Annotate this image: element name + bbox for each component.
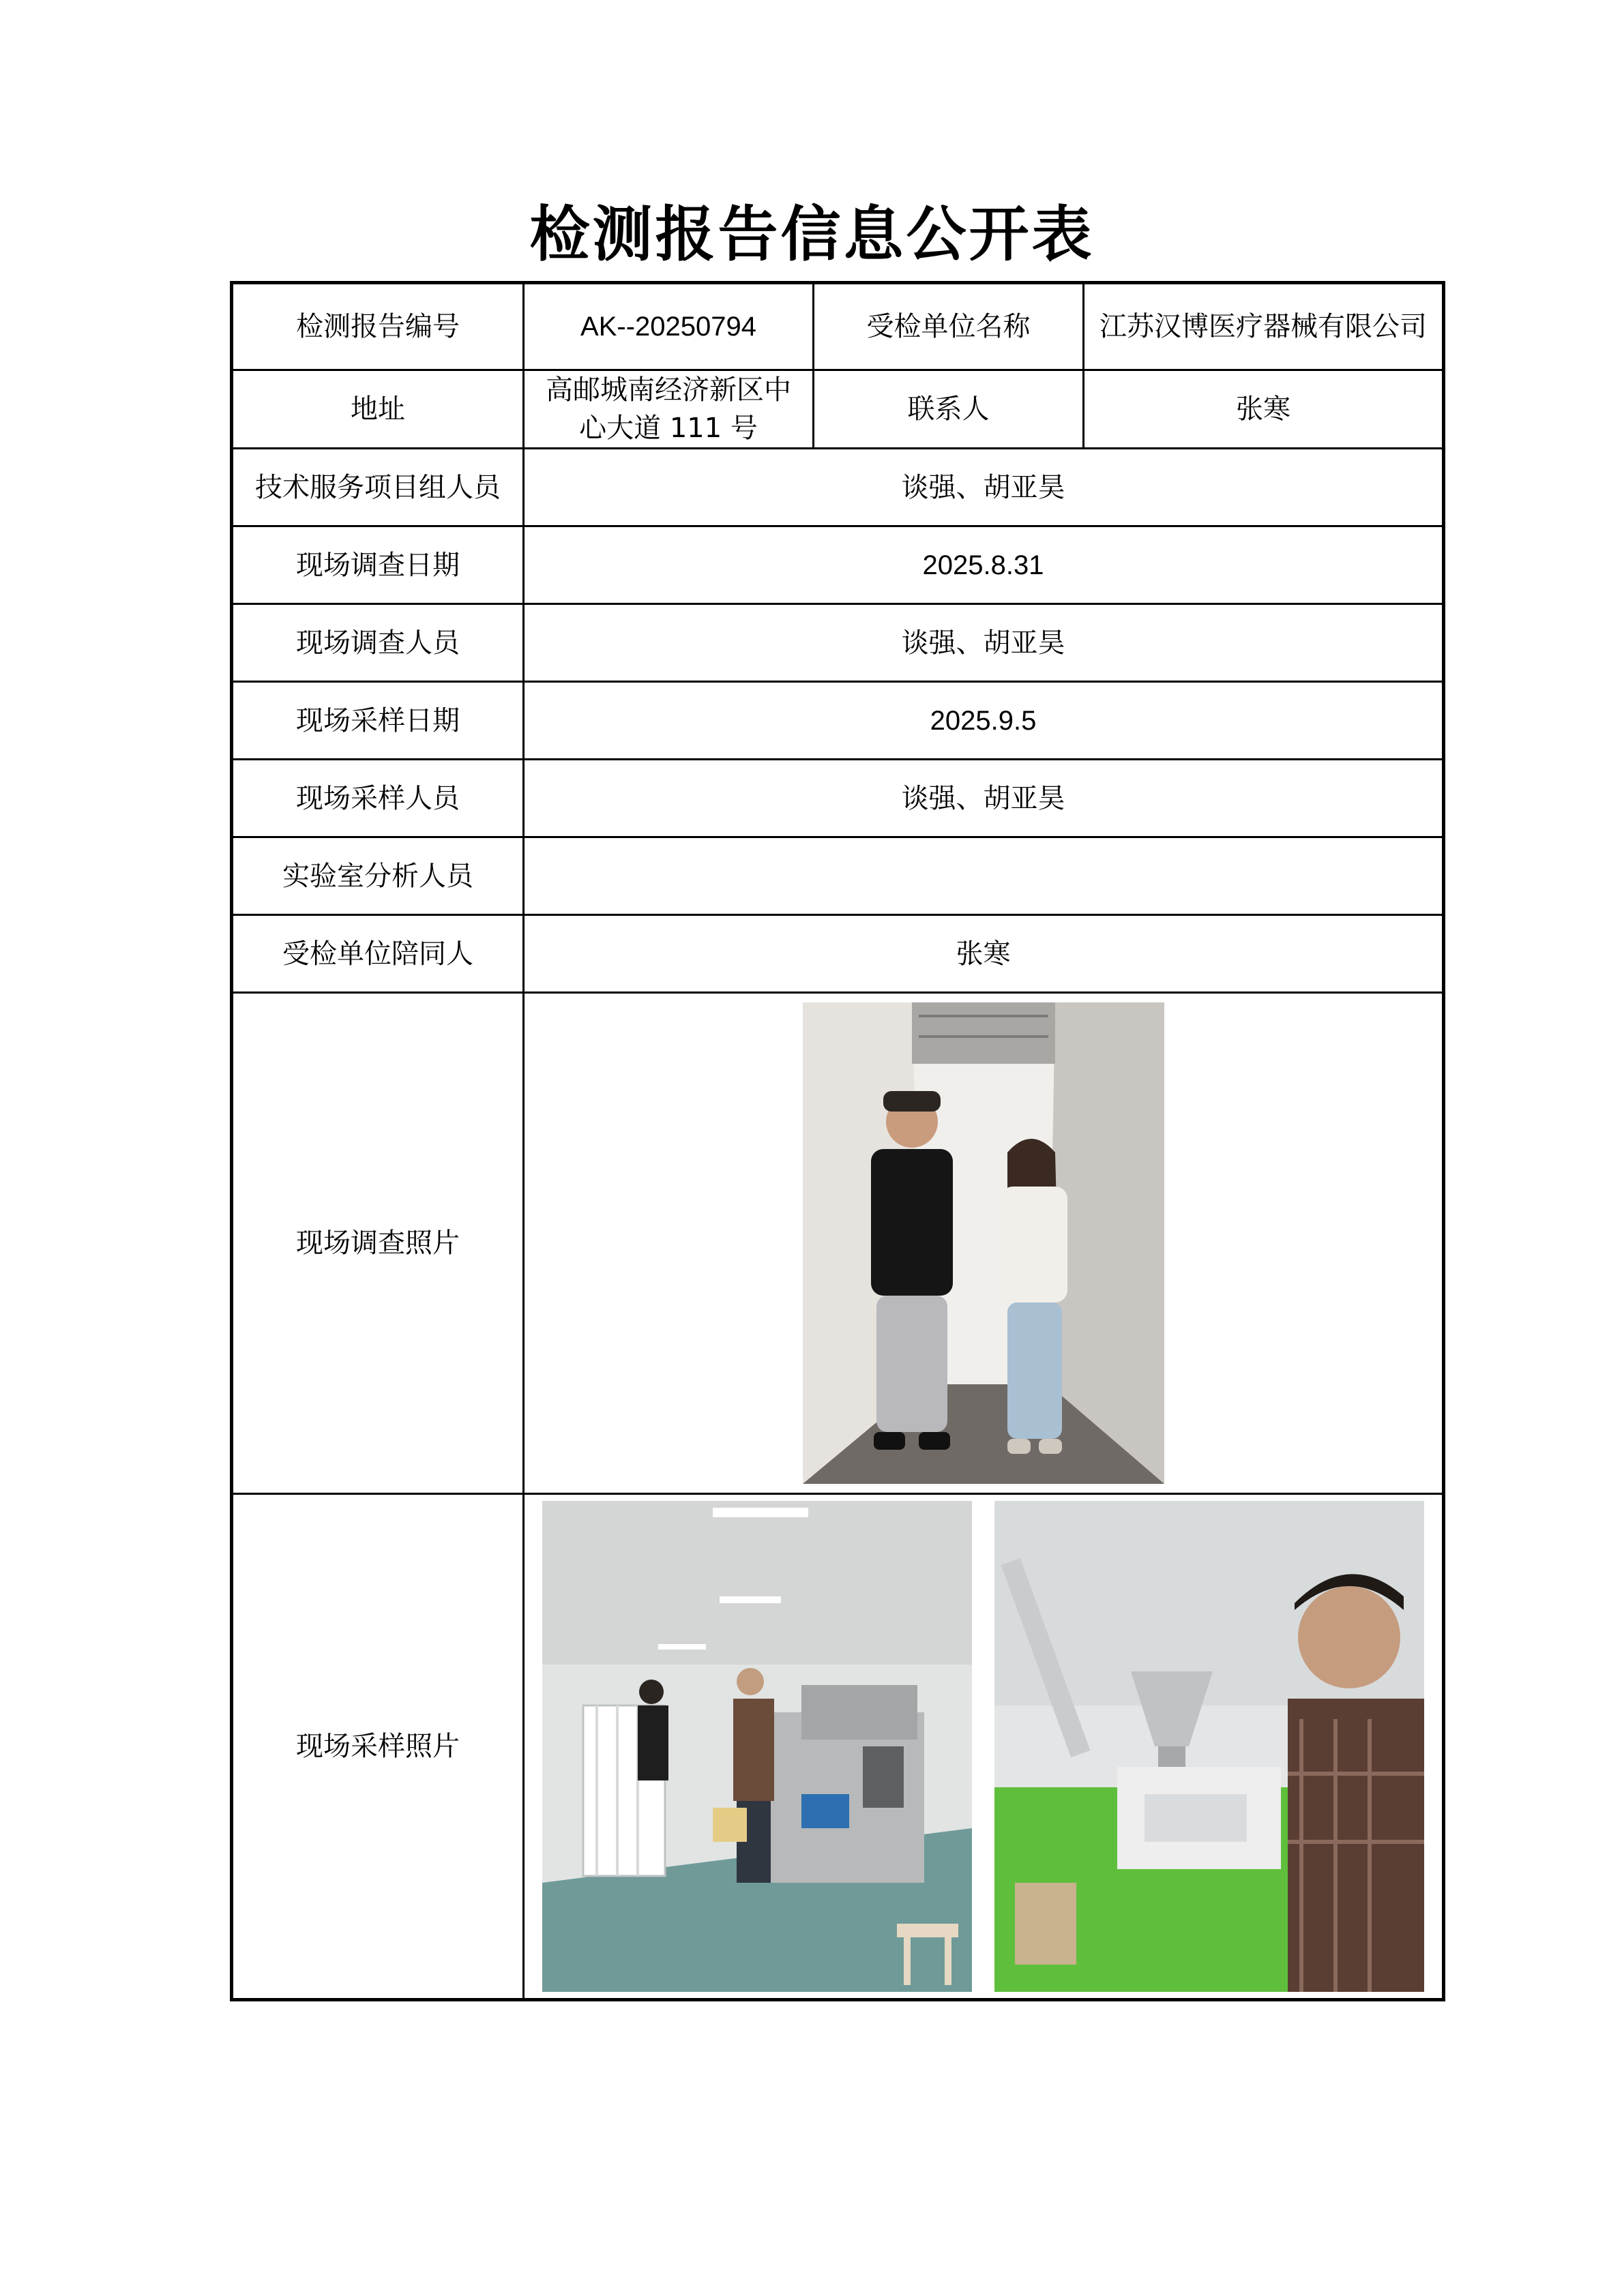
escort-value: 张寒 [524, 915, 1444, 993]
contact-label: 联系人 [814, 370, 1084, 449]
survey-date-label: 现场调查日期 [232, 526, 524, 604]
escort-label: 受检单位陪同人 [232, 915, 524, 993]
sampling-photo-left [542, 1501, 972, 1992]
sampling-photo-right [994, 1501, 1424, 1992]
row-sampling-date [232, 682, 1444, 760]
contact-value: 张寒 [1084, 370, 1444, 449]
report-no-value: AK--20250794 [524, 283, 814, 370]
address-label: 地址 [232, 370, 524, 449]
team-value: 谈强、胡亚昊 [524, 449, 1444, 526]
sampling-date-label: 现场采样日期 [232, 682, 524, 760]
team-label: 技术服务项目组人员 [232, 449, 524, 526]
sampling-photo-pair [525, 1501, 1442, 1992]
lab-staff-label: 实验室分析人员 [232, 837, 524, 915]
row-survey-staff [232, 604, 1444, 682]
row-survey-date [232, 526, 1444, 604]
survey-staff-label: 现场调查人员 [232, 604, 524, 682]
unit-name-value: 江苏汉博医疗器械有限公司 [1084, 283, 1444, 370]
survey-photo-label: 现场调查照片 [232, 993, 524, 1494]
row-address [232, 370, 1444, 449]
survey-staff-value: 谈强、胡亚昊 [524, 604, 1444, 682]
info-table [230, 281, 1445, 2001]
lab-staff-value [524, 837, 1444, 915]
survey-photo [803, 1002, 1164, 1484]
sampling-staff-value: 谈强、胡亚昊 [524, 760, 1444, 837]
row-survey-photo [232, 993, 1444, 1494]
row-sampling-photo [232, 1494, 1444, 2000]
row-escort [232, 915, 1444, 993]
row-sampling-staff [232, 760, 1444, 837]
row-report-no [232, 283, 1444, 370]
row-lab-staff [232, 837, 1444, 915]
survey-photo-cell [524, 993, 1444, 1494]
report-no-label: 检测报告编号 [232, 283, 524, 370]
sampling-date-value: 2025.9.5 [524, 682, 1444, 760]
page-title: 检测报告信息公开表 [529, 198, 1095, 269]
address-value: 高邮城南经济新区中心大道 111 号 [524, 370, 814, 449]
row-team [232, 449, 1444, 526]
sampling-staff-label: 现场采样人员 [232, 760, 524, 837]
unit-name-label: 受检单位名称 [814, 283, 1084, 370]
survey-date-value: 2025.8.31 [524, 526, 1444, 604]
sampling-photo-cell [524, 1494, 1444, 2000]
sampling-photo-label: 现场采样照片 [232, 1494, 524, 2000]
